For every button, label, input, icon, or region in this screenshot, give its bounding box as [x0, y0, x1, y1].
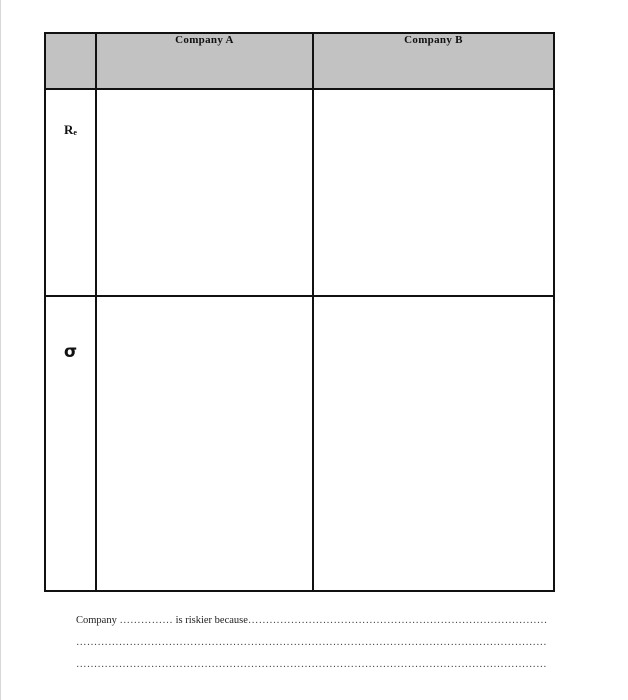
cell-company-a-sigma[interactable] [96, 296, 313, 591]
answer-company-word: Company [76, 615, 117, 626]
header-company-a: Company A [96, 33, 313, 89]
answer-blank-line-3[interactable]: …………………………………………………………………………………………………………………… [76, 659, 547, 670]
answer-blank-line-2[interactable]: …………………………………………………………………………………………………………………… [76, 637, 547, 648]
answer-line-2 [76, 637, 554, 648]
answer-line-3 [76, 659, 554, 670]
table-row-std-deviation [45, 296, 554, 591]
answer-riskier-text: is riskier because [175, 615, 248, 626]
comparison-table [44, 32, 555, 592]
row-label-cell-sigma [45, 296, 96, 591]
row-label-cell-re [45, 89, 96, 296]
row-label-re: $R_e$ [64, 122, 77, 137]
answer-line-1 [76, 615, 554, 626]
header-company-b: Company B [313, 33, 554, 89]
row-label-sigma: σ [63, 342, 78, 362]
page-edge [0, 0, 1, 700]
cell-company-a-re[interactable] [96, 89, 313, 296]
answer-reason-blank[interactable]: ………………………………………………………………………… [247, 615, 548, 626]
table-header-row [45, 33, 554, 89]
answer-company-blank[interactable]: …………… [119, 615, 173, 626]
cell-company-b-sigma[interactable] [313, 296, 554, 591]
header-corner-cell [45, 33, 96, 89]
table-row-expected-return [45, 89, 554, 296]
cell-company-b-re[interactable] [313, 89, 554, 296]
